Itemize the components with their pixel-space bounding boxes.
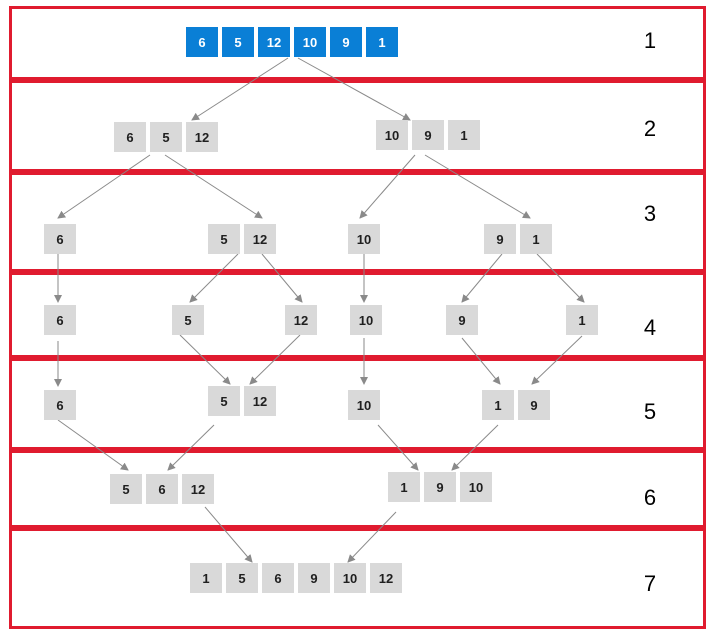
array-cell: 6 [114, 122, 146, 152]
arrow-split-3d-right [537, 254, 584, 302]
step-label-2: 2 [643, 116, 657, 141]
array-cell: 6 [44, 224, 76, 254]
array-cell: 6 [44, 305, 76, 335]
array-cell: 5 [222, 27, 254, 57]
array-cell: 12 [244, 386, 276, 416]
step-label-6: 6 [643, 485, 657, 510]
array-cell: 1 [366, 27, 398, 57]
step-label-3: 3 [643, 201, 657, 226]
step-label-7: 7 [643, 571, 657, 596]
array-cell: 12 [244, 224, 276, 254]
array-cell: 5 [150, 122, 182, 152]
array-cell: 12 [285, 305, 317, 335]
arrow-split-3b-left [190, 254, 238, 302]
array-cell: 12 [258, 27, 290, 57]
array-cell: 10 [334, 563, 366, 593]
array-cell: 6 [186, 27, 218, 57]
array-cell: 12 [186, 122, 218, 152]
array-cell: 1 [190, 563, 222, 593]
arrow-merge-5c [378, 425, 418, 470]
array-cell: 10 [294, 27, 326, 57]
array-cell: 10 [350, 305, 382, 335]
arrow-merge-5a [58, 420, 128, 470]
array-cell: 9 [298, 563, 330, 593]
arrow-merge-5b [168, 425, 214, 470]
array-cell: 1 [388, 472, 420, 502]
array-cell: 1 [482, 390, 514, 420]
array-cell: 5 [208, 386, 240, 416]
array-cell: 9 [330, 27, 362, 57]
arrow-split-1-right [298, 58, 410, 120]
array-cell: 6 [146, 474, 178, 504]
arrow-split-2b-right [425, 155, 530, 218]
arrow-merge-4e [462, 338, 500, 384]
array-cell: 12 [182, 474, 214, 504]
arrow-split-3b-right [262, 254, 302, 302]
array-cell: 5 [208, 224, 240, 254]
array-cell: 1 [520, 224, 552, 254]
array-cell: 9 [518, 390, 550, 420]
arrow-split-2a-right [165, 155, 262, 218]
arrow-split-3d-left [462, 254, 502, 302]
array-cell: 6 [262, 563, 294, 593]
array-cell: 9 [424, 472, 456, 502]
array-cell: 10 [376, 120, 408, 150]
array-cell: 5 [110, 474, 142, 504]
step-label-5: 5 [643, 399, 657, 424]
array-cell: 1 [448, 120, 480, 150]
arrow-merge-6b [348, 512, 396, 562]
array-cell: 12 [370, 563, 402, 593]
array-cell: 5 [172, 305, 204, 335]
array-cell: 9 [412, 120, 444, 150]
arrow-split-2a-left [58, 155, 150, 218]
array-cell: 9 [446, 305, 478, 335]
arrow-merge-4b [180, 335, 230, 384]
array-cell: 5 [226, 563, 258, 593]
step-label-1: 1 [643, 28, 657, 53]
array-cell: 10 [348, 224, 380, 254]
array-cell: 1 [566, 305, 598, 335]
arrow-merge-6a [205, 507, 252, 562]
arrow-split-1-left [192, 58, 288, 120]
arrow-split-2b-left [360, 155, 415, 218]
step-label-4: 4 [643, 315, 657, 340]
arrow-merge-5d [452, 425, 498, 470]
array-cell: 9 [484, 224, 516, 254]
array-cell: 6 [44, 390, 76, 420]
array-cell: 10 [348, 390, 380, 420]
array-cell: 10 [460, 472, 492, 502]
arrow-merge-4c [250, 335, 300, 384]
arrow-merge-4f [532, 336, 582, 384]
